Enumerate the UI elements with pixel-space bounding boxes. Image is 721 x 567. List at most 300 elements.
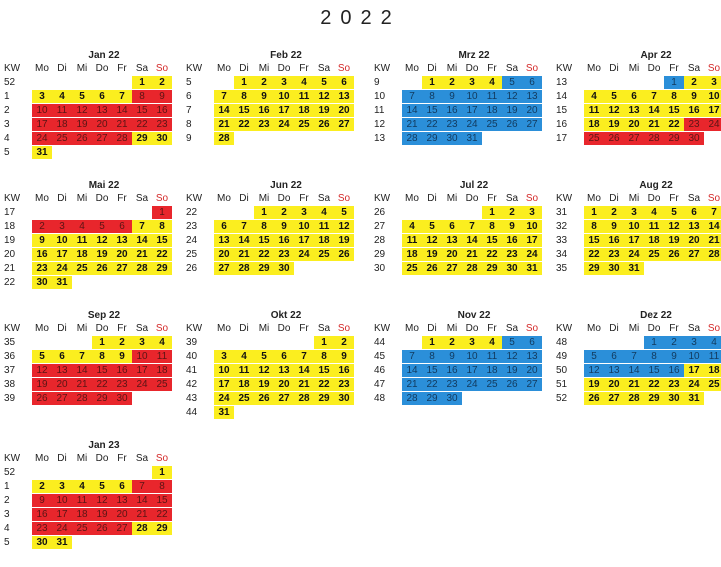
- day-cell: 30: [112, 392, 132, 405]
- day-cell: 9: [684, 90, 704, 103]
- kw-number: 29: [374, 249, 386, 260]
- day-cell: 10: [132, 350, 152, 363]
- kw-header: KW: [556, 193, 573, 204]
- day-cell: 17: [522, 234, 542, 247]
- day-cell: 30: [274, 262, 294, 275]
- day-cell: 19: [314, 104, 334, 117]
- weekday-header: Do: [95, 453, 109, 464]
- day-cell: 12: [92, 234, 112, 247]
- weekday-header: Fr: [487, 323, 497, 334]
- day-cell: 3: [684, 336, 704, 349]
- day-cell: 24: [274, 118, 294, 131]
- day-cell: 12: [92, 494, 112, 507]
- day-cell: 19: [502, 104, 522, 117]
- day-cell: 6: [334, 76, 354, 89]
- day-cell: 26: [334, 248, 354, 261]
- day-cell: 12: [502, 90, 522, 103]
- day-cell: 17: [214, 378, 234, 391]
- kw-number: 4: [4, 523, 10, 534]
- day-cell: 21: [132, 508, 152, 521]
- day-cell: 12: [604, 104, 624, 117]
- day-cell: 6: [442, 220, 462, 233]
- day-cell: 20: [522, 104, 542, 117]
- day-cell: 2: [604, 206, 624, 219]
- month-name: Nov 22: [457, 310, 491, 321]
- day-cell: 15: [132, 104, 152, 117]
- weekday-header: Fr: [669, 323, 679, 334]
- kw-number: 10: [374, 91, 386, 102]
- kw-number: 17: [556, 133, 568, 144]
- weekday-header: So: [525, 63, 539, 74]
- weekday-header: Mo: [587, 193, 601, 204]
- day-cell: 26: [604, 132, 624, 145]
- day-cell: 31: [32, 146, 52, 159]
- weekday-header: So: [707, 193, 721, 204]
- day-cell: 23: [502, 248, 522, 261]
- day-cell: 28: [644, 132, 664, 145]
- day-cell: 4: [402, 220, 422, 233]
- day-cell: 28: [234, 262, 254, 275]
- day-cell: 29: [584, 262, 604, 275]
- day-cell: 21: [72, 378, 92, 391]
- kw-number: 50: [556, 365, 568, 376]
- day-cell: 14: [704, 220, 721, 233]
- day-cell: 8: [254, 220, 274, 233]
- month-name: Dez 22: [640, 310, 672, 321]
- day-cell: 27: [334, 118, 354, 131]
- day-cell: 5: [92, 480, 112, 493]
- day-cell: 24: [214, 392, 234, 405]
- day-cell: 11: [402, 234, 422, 247]
- day-cell: 9: [254, 90, 274, 103]
- day-cell: 17: [294, 234, 314, 247]
- weekday-header: Di: [57, 63, 67, 74]
- day-cell: 15: [422, 104, 442, 117]
- day-cell: 30: [152, 132, 172, 145]
- day-cell: 6: [112, 220, 132, 233]
- day-cell: 28: [214, 132, 234, 145]
- day-cell: 1: [234, 76, 254, 89]
- day-cell: 29: [664, 132, 684, 145]
- day-cell: 3: [522, 206, 542, 219]
- kw-number: 42: [186, 379, 198, 390]
- day-cell: 13: [92, 104, 112, 117]
- day-cell: 10: [52, 234, 72, 247]
- day-cell: 15: [234, 104, 254, 117]
- weekday-header: Sa: [687, 323, 701, 334]
- day-cell: 17: [704, 104, 721, 117]
- day-cell: 30: [604, 262, 624, 275]
- weekday-header: Mi: [76, 63, 88, 74]
- day-cell: 11: [482, 90, 502, 103]
- day-cell: 13: [522, 350, 542, 363]
- day-cell: 6: [684, 206, 704, 219]
- kw-number: 1: [4, 481, 10, 492]
- kw-number: 45: [374, 351, 386, 362]
- day-cell: 18: [52, 118, 72, 131]
- day-cell: 21: [234, 248, 254, 261]
- day-cell: 9: [274, 220, 294, 233]
- day-cell: 29: [482, 262, 502, 275]
- kw-number: 48: [556, 337, 568, 348]
- weekday-header: Mi: [76, 193, 88, 204]
- day-cell: 29: [92, 392, 112, 405]
- day-cell: 1: [422, 336, 442, 349]
- weekday-header: Mo: [587, 63, 601, 74]
- day-cell: 25: [234, 392, 254, 405]
- day-cell: 16: [112, 364, 132, 377]
- day-cell: 14: [402, 364, 422, 377]
- day-cell: 20: [604, 378, 624, 391]
- day-cell: 3: [52, 220, 72, 233]
- day-cell: 4: [72, 220, 92, 233]
- day-cell: 22: [482, 248, 502, 261]
- day-cell: 12: [314, 90, 334, 103]
- weekday-header: Mi: [446, 323, 458, 334]
- day-cell: 24: [684, 378, 704, 391]
- day-cell: 7: [294, 350, 314, 363]
- weekday-header: Mi: [446, 193, 458, 204]
- day-cell: 6: [112, 480, 132, 493]
- day-cell: 30: [442, 132, 462, 145]
- day-cell: 10: [294, 220, 314, 233]
- day-cell: 18: [72, 248, 92, 261]
- day-cell: 25: [314, 248, 334, 261]
- month-name: Jun 22: [270, 180, 302, 191]
- day-cell: 27: [442, 262, 462, 275]
- weekday-header: So: [707, 323, 721, 334]
- weekday-header: Fr: [299, 193, 309, 204]
- kw-header: KW: [374, 323, 391, 334]
- day-cell: 17: [52, 248, 72, 261]
- day-cell: 16: [502, 234, 522, 247]
- day-cell: 10: [522, 220, 542, 233]
- day-cell: 14: [214, 104, 234, 117]
- day-cell: 2: [442, 336, 462, 349]
- day-cell: 12: [584, 364, 604, 377]
- day-cell: 16: [334, 364, 354, 377]
- kw-number: 35: [4, 337, 16, 348]
- day-cell: 28: [72, 392, 92, 405]
- day-cell: 1: [584, 206, 604, 219]
- day-cell: 27: [112, 522, 132, 535]
- day-cell: 21: [402, 118, 422, 131]
- day-cell: 30: [32, 536, 52, 549]
- day-cell: 21: [132, 248, 152, 261]
- day-cell: 24: [624, 248, 644, 261]
- day-cell: 9: [32, 234, 52, 247]
- weekday-header: Do: [95, 193, 109, 204]
- weekday-header: Mo: [587, 323, 601, 334]
- weekday-header: Fr: [117, 193, 127, 204]
- day-cell: 16: [274, 234, 294, 247]
- day-cell: 13: [274, 364, 294, 377]
- weekday-header: Mo: [35, 323, 49, 334]
- day-cell: 28: [704, 248, 721, 261]
- weekday-header: So: [155, 63, 169, 74]
- weekday-header: Sa: [135, 323, 149, 334]
- day-cell: 19: [72, 118, 92, 131]
- kw-number: 28: [374, 235, 386, 246]
- day-cell: 13: [604, 364, 624, 377]
- kw-number: 36: [4, 351, 16, 362]
- day-cell: 1: [314, 336, 334, 349]
- weekday-header: Do: [95, 63, 109, 74]
- day-cell: 12: [664, 220, 684, 233]
- day-cell: 30: [502, 262, 522, 275]
- day-cell: 13: [522, 90, 542, 103]
- weekday-header: So: [155, 323, 169, 334]
- weekday-header: Do: [465, 323, 479, 334]
- day-cell: 29: [422, 392, 442, 405]
- day-cell: 10: [214, 364, 234, 377]
- weekday-header: Mo: [405, 63, 419, 74]
- day-cell: 20: [112, 508, 132, 521]
- day-cell: 7: [704, 206, 721, 219]
- kw-number: 25: [186, 249, 198, 260]
- day-cell: 20: [522, 364, 542, 377]
- kw-number: 14: [556, 91, 568, 102]
- day-cell: 19: [92, 508, 112, 521]
- weekday-header: Do: [277, 323, 291, 334]
- day-cell: 22: [152, 248, 172, 261]
- day-cell: 28: [462, 262, 482, 275]
- day-cell: 28: [112, 132, 132, 145]
- month-name: Okt 22: [270, 310, 302, 321]
- kw-number: 13: [374, 133, 386, 144]
- day-cell: 16: [32, 508, 52, 521]
- day-cell: 21: [402, 378, 422, 391]
- day-cell: 8: [92, 350, 112, 363]
- weekday-header: Do: [465, 193, 479, 204]
- kw-number: 52: [4, 77, 16, 88]
- day-cell: 7: [112, 90, 132, 103]
- kw-number: 17: [4, 207, 16, 218]
- day-cell: 4: [314, 206, 334, 219]
- weekday-header: Fr: [117, 453, 127, 464]
- kw-number: 26: [374, 207, 386, 218]
- weekday-header: Fr: [117, 63, 127, 74]
- day-cell: 3: [132, 336, 152, 349]
- kw-number: 2: [4, 495, 10, 506]
- kw-number: 43: [186, 393, 198, 404]
- kw-number: 34: [556, 249, 568, 260]
- day-cell: 13: [112, 494, 132, 507]
- day-cell: 21: [462, 248, 482, 261]
- day-cell: 16: [442, 364, 462, 377]
- day-cell: 26: [502, 118, 522, 131]
- day-cell: 17: [274, 104, 294, 117]
- day-cell: 1: [664, 76, 684, 89]
- weekday-header: Di: [57, 323, 67, 334]
- weekday-header: Fr: [669, 193, 679, 204]
- kw-header: KW: [374, 63, 391, 74]
- day-cell: 3: [462, 76, 482, 89]
- kw-number: 7: [186, 105, 192, 116]
- day-cell: 16: [684, 104, 704, 117]
- day-cell: 11: [152, 350, 172, 363]
- day-cell: 22: [92, 378, 112, 391]
- weekday-header: Do: [277, 193, 291, 204]
- day-cell: 1: [254, 206, 274, 219]
- day-cell: 15: [644, 364, 664, 377]
- day-cell: 31: [522, 262, 542, 275]
- day-cell: 3: [294, 206, 314, 219]
- day-cell: 8: [422, 350, 442, 363]
- day-cell: 3: [214, 350, 234, 363]
- kw-header: KW: [186, 323, 203, 334]
- day-cell: 9: [152, 90, 172, 103]
- day-cell: 27: [604, 392, 624, 405]
- day-cell: 26: [254, 392, 274, 405]
- weekday-header: Fr: [299, 63, 309, 74]
- weekday-header: So: [337, 323, 351, 334]
- day-cell: 8: [584, 220, 604, 233]
- day-cell: 20: [214, 248, 234, 261]
- kw-number: 48: [374, 393, 386, 404]
- day-cell: 23: [334, 378, 354, 391]
- day-cell: 16: [664, 364, 684, 377]
- day-cell: 4: [234, 350, 254, 363]
- day-cell: 17: [624, 234, 644, 247]
- weekday-header: Sa: [505, 63, 519, 74]
- day-cell: 6: [52, 350, 72, 363]
- day-cell: 22: [254, 248, 274, 261]
- day-cell: 28: [402, 132, 422, 145]
- weekday-header: Di: [609, 323, 619, 334]
- day-cell: 8: [422, 90, 442, 103]
- day-cell: 20: [684, 234, 704, 247]
- day-cell: 27: [522, 118, 542, 131]
- day-cell: 6: [522, 76, 542, 89]
- weekday-header: Mi: [628, 323, 640, 334]
- day-cell: 7: [132, 220, 152, 233]
- kw-header: KW: [4, 193, 21, 204]
- day-cell: 19: [32, 378, 52, 391]
- day-cell: 18: [234, 378, 254, 391]
- kw-header: KW: [4, 453, 21, 464]
- weekday-header: So: [155, 193, 169, 204]
- day-cell: 9: [442, 350, 462, 363]
- day-cell: 10: [704, 90, 721, 103]
- day-cell: 26: [664, 248, 684, 261]
- day-cell: 23: [442, 378, 462, 391]
- day-cell: 6: [92, 90, 112, 103]
- day-cell: 26: [314, 118, 334, 131]
- day-cell: 24: [32, 132, 52, 145]
- day-cell: 8: [482, 220, 502, 233]
- day-cell: 11: [294, 90, 314, 103]
- weekday-header: Sa: [505, 193, 519, 204]
- day-cell: 4: [152, 336, 172, 349]
- weekday-header: Mo: [35, 453, 49, 464]
- day-cell: 6: [604, 350, 624, 363]
- day-cell: 13: [442, 234, 462, 247]
- weekday-header: Mo: [405, 193, 419, 204]
- day-cell: 1: [644, 336, 664, 349]
- month-name: Jul 22: [459, 180, 489, 191]
- day-cell: 12: [502, 350, 522, 363]
- day-cell: 29: [314, 392, 334, 405]
- day-cell: 5: [314, 76, 334, 89]
- kw-number: 5: [186, 77, 192, 88]
- day-cell: 11: [644, 220, 664, 233]
- day-cell: 19: [422, 248, 442, 261]
- kw-number: 22: [4, 277, 16, 288]
- day-cell: 13: [52, 364, 72, 377]
- day-cell: 2: [274, 206, 294, 219]
- day-cell: 4: [482, 76, 502, 89]
- day-cell: 6: [624, 90, 644, 103]
- day-cell: 19: [584, 378, 604, 391]
- weekday-header: Di: [239, 193, 249, 204]
- day-cell: 9: [112, 350, 132, 363]
- kw-number: 9: [374, 77, 380, 88]
- day-cell: 7: [462, 220, 482, 233]
- weekday-header: Mo: [405, 323, 419, 334]
- day-cell: 10: [624, 220, 644, 233]
- day-cell: 8: [152, 220, 172, 233]
- weekday-header: Sa: [317, 193, 331, 204]
- kw-number: 5: [4, 537, 10, 548]
- weekday-header: Mi: [76, 453, 88, 464]
- day-cell: 2: [684, 76, 704, 89]
- day-cell: 11: [314, 220, 334, 233]
- day-cell: 20: [624, 118, 644, 131]
- day-cell: 5: [584, 350, 604, 363]
- day-cell: 30: [664, 392, 684, 405]
- weekday-header: So: [525, 193, 539, 204]
- weekday-header: Fr: [299, 323, 309, 334]
- day-cell: 10: [684, 350, 704, 363]
- day-cell: 16: [254, 104, 274, 117]
- day-cell: 14: [462, 234, 482, 247]
- kw-header: KW: [374, 193, 391, 204]
- day-cell: 26: [502, 378, 522, 391]
- kw-number: 26: [186, 263, 198, 274]
- day-cell: 3: [274, 76, 294, 89]
- kw-number: 24: [186, 235, 198, 246]
- day-cell: 9: [334, 350, 354, 363]
- day-cell: 27: [112, 262, 132, 275]
- day-cell: 7: [132, 480, 152, 493]
- day-cell: 3: [32, 90, 52, 103]
- kw-number: 32: [556, 221, 568, 232]
- day-cell: 7: [644, 90, 664, 103]
- day-cell: 4: [52, 90, 72, 103]
- weekday-header: Sa: [687, 193, 701, 204]
- day-cell: 19: [334, 234, 354, 247]
- day-cell: 13: [624, 104, 644, 117]
- day-cell: 5: [604, 90, 624, 103]
- day-cell: 25: [72, 262, 92, 275]
- page-title: 2022: [320, 7, 401, 29]
- day-cell: 2: [112, 336, 132, 349]
- day-cell: 18: [314, 234, 334, 247]
- kw-number: 39: [4, 393, 16, 404]
- day-cell: 5: [32, 350, 52, 363]
- weekday-header: So: [155, 453, 169, 464]
- day-cell: 4: [482, 336, 502, 349]
- day-cell: 24: [294, 248, 314, 261]
- weekday-header: Di: [427, 323, 437, 334]
- kw-header: KW: [186, 63, 203, 74]
- weekday-header: Mi: [258, 193, 270, 204]
- kw-number: 6: [186, 91, 192, 102]
- month-name: Sep 22: [87, 310, 121, 321]
- weekday-header: Mi: [76, 323, 88, 334]
- kw-number: 31: [556, 207, 568, 218]
